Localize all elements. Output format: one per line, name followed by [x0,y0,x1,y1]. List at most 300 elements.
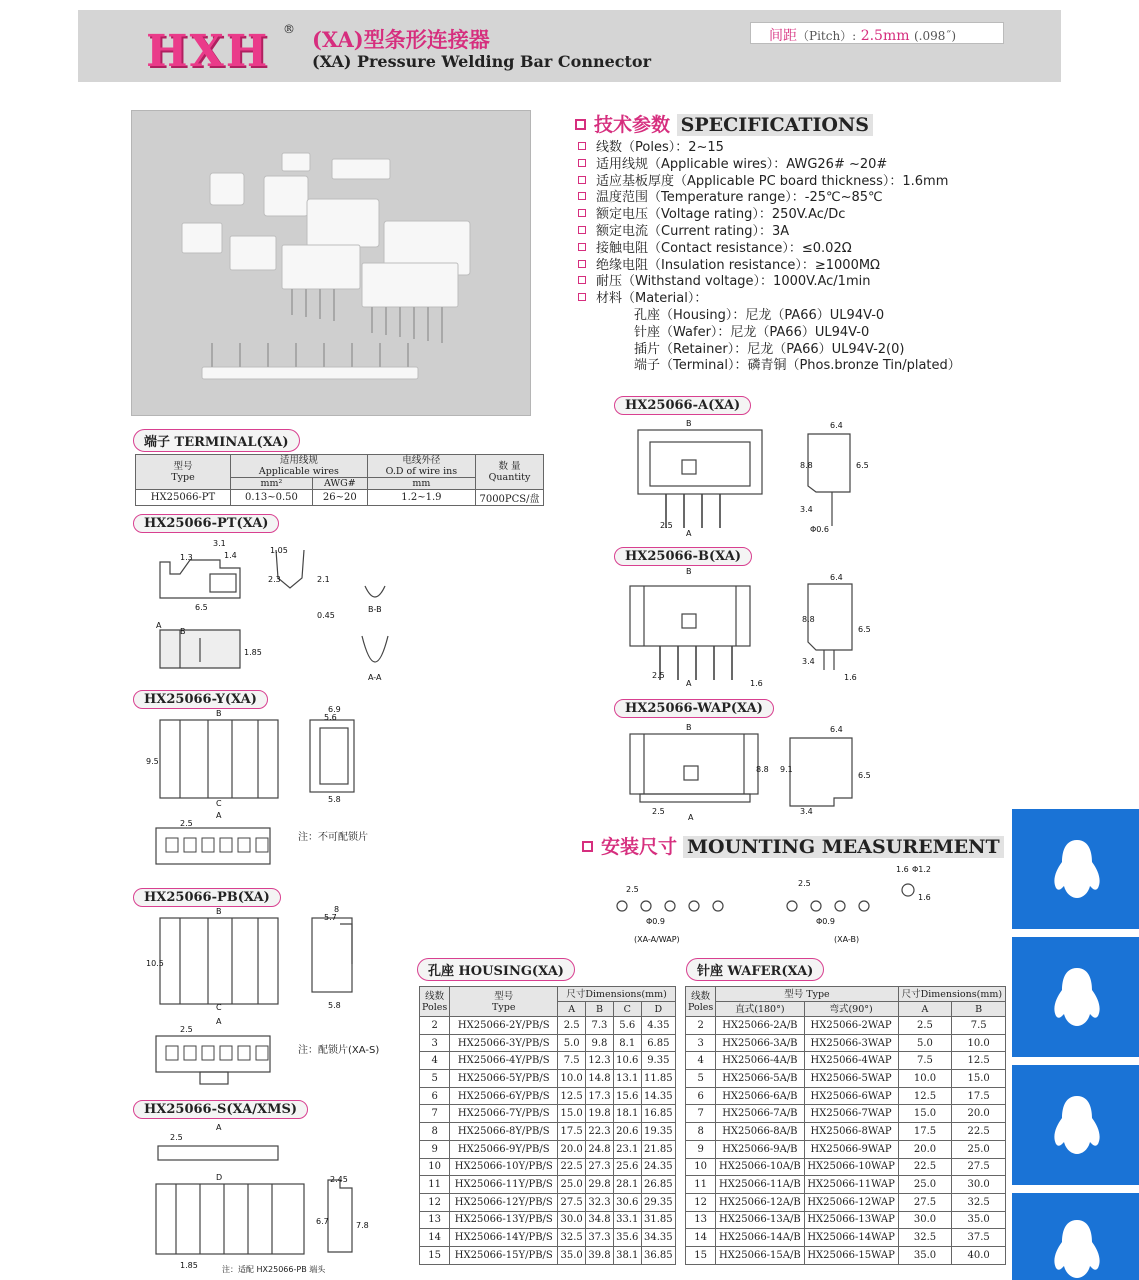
table-cell: 6 [420,1087,450,1105]
table-cell: 39.8 [586,1246,614,1264]
spec-heading-cn: 技术参数 [594,114,671,136]
pitch-inch: (.098˝) [913,29,957,43]
table-cell: 29.35 [641,1193,675,1211]
table-cell: HX25066-3Y/PB/S [450,1034,558,1052]
table-cell: 21.85 [641,1140,675,1158]
table-cell: 25.0 [558,1176,586,1194]
table-row [420,1246,676,1264]
table-cell: 17.5 [898,1123,952,1141]
table-cell: 18.1 [613,1105,641,1123]
table-cell: HX25066-9Y/PB/S [450,1140,558,1158]
table-cell: HX25066-10A/B [716,1158,804,1176]
table-cell: 20.6 [613,1123,641,1141]
table-cell: 6 [686,1087,716,1105]
s-note: 注：适配 HX25066-PB 端头 [222,1265,326,1274]
table-cell: 20.0 [952,1105,1006,1123]
table-cell: 37.5 [952,1229,1006,1247]
svg-text:Φ0.9: Φ0.9 [646,917,666,926]
table-cell: 13 [686,1211,716,1229]
table-cell: 3 [420,1034,450,1052]
table-cell: 30.6 [613,1193,641,1211]
table-cell: HX25066-5Y/PB/S [450,1070,558,1088]
table-row [420,1034,676,1052]
table-row [686,1017,1006,1035]
title-chinese: (XA)型条形连接器 [312,27,490,52]
table-cell: HX25066-12A/B [716,1193,804,1211]
spec-item: 接触电阻（Contact resistance）：≤0.02Ω [578,241,961,258]
svg-text:1.05: 1.05 [270,546,288,555]
table-row [686,1246,1006,1264]
svg-text:9.1: 9.1 [780,765,793,774]
square-bullet-icon [582,841,593,852]
product-photo [131,110,531,416]
spec-item: 耐压（Withstand voltage）：1000V.Ac/1min [578,274,961,291]
svg-text:5.7: 5.7 [324,913,337,922]
table-cell: HX25066-13WAP [804,1211,898,1229]
table-row [686,1034,1006,1052]
table-cell: 12 [420,1193,450,1211]
table-cell: 15.0 [558,1105,586,1123]
penguin-icon [1052,838,1102,900]
table-cell: 35.6 [613,1229,641,1247]
table-cell: 25.0 [952,1140,1006,1158]
y-label: HX25066-Y(XA) [133,690,268,709]
wafer-table: 线数 Poles 型号 Type 尺寸Dimensions(mm) 直式(180°) 弯式(90°) A B 2 HX25066-2A/B HX25066-2WAP 2.5 7.5 3 HX25066-3A/B HX25066-3WAP 5.0 10.0 4 HX25066-4A/B HX25066-4WAP 7.5 12.5 5 HX25066-5A/B HX25066-5WAP 10.0 15.0 6 HX25066-6A/B HX25066-6WAP 12.5 17.5 7 HX25066-7A/B HX25066-7WAP 15.0 20.0 8 HX25066-8A/B HX25066-8WAP 17.5 22.5 9 HX25066-9A/B HX25066-9WAP 20.0 25.0 10 HX25066-10A/B HX25066-10WAP 22.5 27.5 11 HX25066-11A/B HX25066-11WAP 25.0 30.0 12 HX25066-12A/B HX25066-12WAP 27.5 32.5 13 HX25066-13A/B HX25066-13WAP 30.0 35.0 14 HX25066-14A/B HX25066-14WAP 32.5 37.5 15 HX25066-15A/B HX25066-15WAP 35.0 40.0 [685,986,1006,1265]
table-cell: 10 [686,1158,716,1176]
table-cell: HX25066-6Y/PB/S [450,1087,558,1105]
table-cell: HX25066-8A/B [716,1123,804,1141]
b-label: HX25066-B(XA) [614,547,752,566]
pitch-label: 间距 [769,28,797,44]
table-cell: 2 [686,1017,716,1035]
table-cell: 17.5 [558,1123,586,1141]
table-cell: HX25066-7Y/PB/S [450,1105,558,1123]
table-row [686,1193,1006,1211]
table-cell: HX25066-5A/B [716,1070,804,1088]
table-cell: HX25066-15WAP [804,1246,898,1264]
table-cell: 4.35 [641,1017,675,1035]
table-cell: 10.0 [952,1034,1006,1052]
table-cell: 33.1 [613,1211,641,1229]
svg-text:2.5: 2.5 [626,885,639,894]
table-cell: HX25066-9WAP [804,1140,898,1158]
svg-text:8.8: 8.8 [800,461,813,470]
table-cell: HX25066-11Y/PB/S [450,1176,558,1194]
bullet-icon [578,293,586,301]
table-cell: 28.1 [613,1176,641,1194]
pitch-value: 2.5mm [860,28,910,44]
table-row [420,1087,676,1105]
svg-text:B: B [216,709,222,718]
material-item: 孔座（Housing）：尼龙（PA66）UL94V-0 [634,307,885,323]
table-cell: HX25066-2WAP [804,1017,898,1035]
table-cell: 24.35 [641,1158,675,1176]
table-cell: 27.5 [898,1193,952,1211]
penguin-icon [1052,1094,1102,1156]
svg-text:1.85: 1.85 [180,1261,198,1270]
table-row [686,1211,1006,1229]
table-cell: 30.0 [952,1176,1006,1194]
table-cell: 5.0 [558,1034,586,1052]
bullet-icon [578,176,586,184]
wap-label: HX25066-WAP(XA) [614,699,774,718]
table-row: HX25066-PT 0.13~0.50 26~20 1.2~1.9 7000PCS/盘 [136,490,544,506]
table-cell: HX25066-11WAP [804,1176,898,1194]
table-cell: 31.85 [641,1211,675,1229]
table-cell: 24.8 [586,1140,614,1158]
table-cell: 2.5 [898,1017,952,1035]
svg-text:Φ0.6: Φ0.6 [810,525,830,534]
table-cell: 9 [420,1140,450,1158]
svg-text:B-B: B-B [368,605,382,614]
table-cell: 16.85 [641,1105,675,1123]
table-cell: 14 [686,1229,716,1247]
pb-drawing [140,904,380,1094]
svg-text:D: D [216,1173,223,1182]
svg-text:A: A [686,529,692,538]
svg-text:3.4: 3.4 [802,657,815,666]
table-cell: HX25066-2A/B [716,1017,804,1035]
table-cell: HX25066-10Y/PB/S [450,1158,558,1176]
svg-text:1.3: 1.3 [180,553,193,562]
svg-text:6.5: 6.5 [195,603,208,612]
table-cell: 12.5 [952,1052,1006,1070]
svg-text:1.6: 1.6 [918,893,931,902]
material-item: 端子（Terminal）：磷青铜（Phos.bronze Tin/plated） [634,358,961,374]
svg-text:A: A [216,1017,222,1026]
spec-item: 额定电压（Voltage rating）：250V.Ac/Dc [578,207,961,224]
table-cell: 17.3 [586,1087,614,1105]
table-cell: HX25066-7WAP [804,1105,898,1123]
table-row [686,1229,1006,1247]
table-cell: HX25066-3A/B [716,1034,804,1052]
table-cell: 35.0 [952,1211,1006,1229]
table-cell: 12.5 [558,1087,586,1105]
table-cell: 36.85 [641,1246,675,1264]
table-cell: HX25066-11A/B [716,1176,804,1194]
svg-text:2.5: 2.5 [660,521,673,530]
bullet-icon [578,192,586,200]
bullet-icon [578,159,586,167]
table-cell: HX25066-6WAP [804,1087,898,1105]
table-cell: HX25066-15A/B [716,1246,804,1264]
table-cell: 32.5 [898,1229,952,1247]
table-cell: 7.5 [558,1052,586,1070]
table-cell: 37.3 [586,1229,614,1247]
a-label: HX25066-A(XA) [614,396,751,415]
svg-text:8: 8 [334,905,340,914]
svg-text:2.3: 2.3 [268,575,281,584]
table-row [420,1105,676,1123]
table-cell: 14 [420,1229,450,1247]
table-cell: 13 [420,1211,450,1229]
table-cell: 14.35 [641,1087,675,1105]
spec-item: 温度范围（Temperature range）：-25℃~85℃ [578,190,961,207]
table-cell: HX25066-14WAP [804,1229,898,1247]
table-row [420,1193,676,1211]
table-cell: HX25066-4Y/PB/S [450,1052,558,1070]
table-cell: 23.1 [613,1140,641,1158]
table-cell: HX25066-12WAP [804,1193,898,1211]
spec-heading-en: SPECIFICATIONS [677,114,873,136]
bullet-icon [578,276,586,284]
table-cell: HX25066-14Y/PB/S [450,1229,558,1247]
table-cell: 25.6 [613,1158,641,1176]
bullet-icon [578,243,586,251]
svg-text:6.5: 6.5 [858,771,871,780]
mounting-heading: 安装尺寸 MOUNTING MEASUREMENT [582,832,1004,859]
table-cell: 6.85 [641,1034,675,1052]
svg-text:B: B [216,907,222,916]
svg-text:8.8: 8.8 [802,615,815,624]
table-row [420,1211,676,1229]
svg-text:1.6: 1.6 [750,679,763,688]
spec-item: 材料（Material）： [578,291,961,308]
svg-text:2.1: 2.1 [317,575,330,584]
specification-list [578,140,961,375]
svg-text:6.4: 6.4 [830,421,843,430]
housing-table: 线数 Poles 型号 Type 尺寸Dimensions(mm) A B C D 2 HX25066-2Y/PB/S 2.5 7.3 5.6 4.35 3 HX25066-3Y/PB/S 5.0 9.8 8.1 6.85 4 HX25066-4Y/PB/S 7.5 12.3 10.6 9.35 5 HX25066-5Y/PB/S 10.0 14.8 13.1 11.85 6 HX25066-6Y/PB/S 12.5 17.3 15.6 14.35 7 HX25066-7Y/PB/S 15.0 19.8 18.1 16.85 8 HX25066-8Y/PB/S 17.5 22.3 20.6 19.35 9 HX25066-9Y/PB/S 20.0 24.8 23.1 21.85 10 HX25066-10Y/PB/S 22.5 27.3 25.6 24.35 11 HX25066-11Y/PB/S 25.0 29.8 28.1 26.85 12 HX25066-12Y/PB/S 27.5 32.3 30.6 29.35 13 HX25066-13Y/PB/S 30.0 34.8 33.1 31.85 14 HX25066-14Y/PB/S 32.5 37.3 35.6 34.35 15 HX25066-15Y/PB/S 35.0 39.8 38.1 36.85 [419,986,676,1265]
svg-text:C: C [216,1003,222,1012]
svg-text:2.5: 2.5 [652,807,665,816]
svg-text:6.4: 6.4 [830,573,843,582]
table-cell: 30.0 [898,1211,952,1229]
table-cell: 7.5 [898,1052,952,1070]
table-cell: HX25066-9A/B [716,1140,804,1158]
svg-text:B: B [686,419,692,428]
svg-text:A: A [686,679,692,688]
svg-text:B: B [686,567,692,576]
table-row [420,1017,676,1035]
table-cell: 10 [420,1158,450,1176]
table-cell: HX25066-15Y/PB/S [450,1246,558,1264]
svg-text:5.8: 5.8 [328,795,341,804]
svg-text:B: B [180,627,186,636]
mounting-drawing [610,864,940,946]
table-cell: HX25066-13Y/PB/S [450,1211,558,1229]
table-cell: 15 [686,1246,716,1264]
svg-text:7.8: 7.8 [356,1221,369,1230]
spec-item: 适应基板厚度（Applicable PC board thickness）：1.6mm [578,174,961,191]
svg-text:1.4: 1.4 [224,551,237,560]
brand-logo: HXH [146,26,270,77]
table-row [420,1052,676,1070]
table-cell: 4 [420,1052,450,1070]
table-row [686,1158,1006,1176]
table-cell: 9.8 [586,1034,614,1052]
table-cell: 29.8 [586,1176,614,1194]
table-cell: HX25066-4A/B [716,1052,804,1070]
svg-text:B: B [686,723,692,732]
table-row [686,1070,1006,1088]
table-cell: 11.85 [641,1070,675,1088]
table-cell: HX25066-4WAP [804,1052,898,1070]
bullet-icon [578,226,586,234]
title-english: (XA) Pressure Welding Bar Connector [312,52,651,71]
table-cell: 34.8 [586,1211,614,1229]
svg-text:6.9: 6.9 [328,705,341,714]
table-cell: 17.5 [952,1087,1006,1105]
table-row [686,1123,1006,1141]
table-row [420,1176,676,1194]
svg-text:3.4: 3.4 [800,505,813,514]
terminal-table: 型号 Type 适用线规 Applicable wires 电线外径 O.D of wire ins 数 量 Quantity mm² AWG# mm HX25066-PT 0.13~0.50 26~20 1.2~1.9 7000PCS/盘 [135,454,544,506]
svg-text:6.4: 6.4 [830,725,843,734]
spec-item: 线数（Poles）：2~15 [578,140,961,157]
table-cell: 3 [686,1034,716,1052]
table-cell: 19.8 [586,1105,614,1123]
product-photo-illustration [132,111,532,417]
table-row [420,1158,676,1176]
square-bullet-icon [575,119,586,130]
table-cell: 7 [420,1105,450,1123]
spec-item: 额定电流（Current rating）：3A [578,224,961,241]
penguin-icon [1052,1218,1102,1280]
pb-label: HX25066-PB(XA) [133,888,281,907]
svg-text:6.7: 6.7 [316,1217,329,1226]
bullet-icon [578,260,586,268]
table-cell: 32.3 [586,1193,614,1211]
table-cell: 25.0 [898,1176,952,1194]
spec-item: 绝缘电阻（Insulation resistance）：≥1000MΩ [578,258,961,275]
table-cell: HX25066-12Y/PB/S [450,1193,558,1211]
table-cell: 12.5 [898,1087,952,1105]
table-cell: 7.5 [952,1017,1006,1035]
table-cell: 7.3 [586,1017,614,1035]
svg-text:2.5: 2.5 [652,671,665,680]
table-cell: 8 [686,1123,716,1141]
svg-text:2.45: 2.45 [330,1175,348,1184]
pb-note: 注：配锁片(XA-S) [298,1045,380,1056]
table-cell: 20.0 [558,1140,586,1158]
terminal-label: 端子 TERMINAL(XA) [133,429,300,452]
table-cell: 5.6 [613,1017,641,1035]
table-cell: HX25066-3WAP [804,1034,898,1052]
svg-text:Φ1.2: Φ1.2 [912,865,932,874]
table-cell: 32.5 [952,1193,1006,1211]
svg-text:6.5: 6.5 [858,625,871,634]
table-cell: 15 [420,1246,450,1264]
table-cell: 27.3 [586,1158,614,1176]
table-cell: 30.0 [558,1211,586,1229]
table-cell: 27.5 [558,1193,586,1211]
table-cell: 9.35 [641,1052,675,1070]
table-cell: 26.85 [641,1176,675,1194]
table-row [420,1070,676,1088]
svg-text:(XA-B): (XA-B) [834,935,860,944]
svg-text:3.4: 3.4 [800,807,813,816]
table-row [686,1087,1006,1105]
material-item: 插片（Retainer）：尼龙（PA66）UL94V-2(0) [634,341,905,357]
table-cell: 5 [420,1070,450,1088]
svg-text:(XA-A/WAP): (XA-A/WAP) [634,935,680,944]
table-cell: 40.0 [952,1246,1006,1264]
bullet-icon [578,142,586,150]
table-cell: 15.0 [898,1105,952,1123]
table-cell: 11 [686,1176,716,1194]
table-cell: 22.3 [586,1123,614,1141]
svg-text:Φ0.9: Φ0.9 [816,917,836,926]
svg-text:A: A [216,1123,222,1132]
table-cell: HX25066-8WAP [804,1123,898,1141]
b-drawing [620,566,880,692]
pitch-en: （Pitch）: [797,29,857,43]
svg-text:6.5: 6.5 [856,461,869,470]
table-cell: 13.1 [613,1070,641,1088]
table-cell: HX25066-5WAP [804,1070,898,1088]
table-row [686,1105,1006,1123]
s-label: HX25066-S(XA/XMS) [133,1100,308,1119]
svg-text:8.8: 8.8 [756,765,769,774]
svg-text:5.6: 5.6 [324,713,337,722]
table-cell: 19.35 [641,1123,675,1141]
table-row [686,1052,1006,1070]
svg-text:A: A [688,813,694,822]
svg-text:1.6: 1.6 [896,865,909,874]
table-row [420,1140,676,1158]
material-item: 针座（Wafer）：尼龙（PA66）UL94V-0 [634,324,870,340]
table-cell: HX25066-7A/B [716,1105,804,1123]
table-cell: 12 [686,1193,716,1211]
table-cell: 22.5 [558,1158,586,1176]
table-cell: 2 [420,1017,450,1035]
table-row [686,1140,1006,1158]
table-cell: HX25066-10WAP [804,1158,898,1176]
spec-item: 适用线规（Applicable wires）：AWG26# ~20# [578,157,961,174]
bullet-icon [578,209,586,217]
svg-text:C: C [216,799,222,808]
table-cell: 5.0 [898,1034,952,1052]
table-row [420,1229,676,1247]
table-cell: 4 [686,1052,716,1070]
table-cell: 8 [420,1123,450,1141]
pt-label: HX25066-PT(XA) [133,514,279,533]
table-cell: 27.5 [952,1158,1006,1176]
svg-text:5.8: 5.8 [328,1001,341,1010]
s-drawing [140,1120,380,1275]
svg-text:A: A [156,621,162,630]
table-cell: 35.0 [898,1246,952,1264]
specifications-heading [575,110,873,137]
svg-text:10.5: 10.5 [146,959,164,968]
table-cell: 32.5 [558,1229,586,1247]
table-cell: 10.0 [558,1070,586,1088]
svg-text:9.5: 9.5 [146,757,159,766]
table-cell: 20.0 [898,1140,952,1158]
svg-text:0.45: 0.45 [317,611,335,620]
pt-drawing [140,538,400,688]
table-cell: 22.5 [898,1158,952,1176]
table-cell: 14.8 [586,1070,614,1088]
table-cell: 2.5 [558,1017,586,1035]
wap-drawing [620,720,880,824]
wafer-label: 针座 WAFER(XA) [686,958,824,981]
table-cell: 34.35 [641,1229,675,1247]
table-cell: 22.5 [952,1123,1006,1141]
table-cell: 8.1 [613,1034,641,1052]
table-cell: 15.0 [952,1070,1006,1088]
registered-mark: ® [283,22,295,36]
svg-text:1.85: 1.85 [244,648,262,657]
y-note: 注：不可配锁片 [298,832,368,843]
housing-label: 孔座 HOUSING(XA) [417,958,575,981]
penguin-icon [1052,966,1102,1028]
pitch-box [750,22,1004,44]
svg-text:2.5: 2.5 [798,879,811,888]
y-drawing [140,706,380,876]
table-cell: HX25066-13A/B [716,1211,804,1229]
svg-text:3.1: 3.1 [213,539,226,548]
